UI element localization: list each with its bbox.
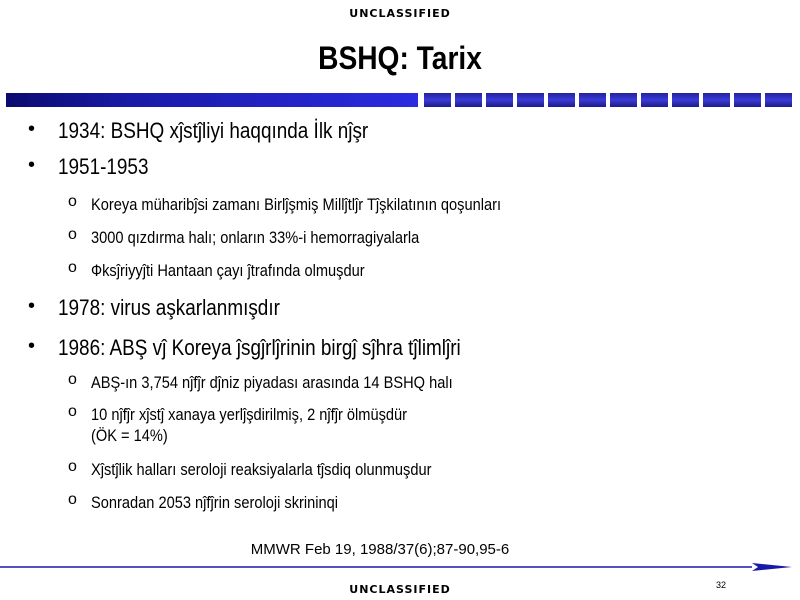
sub-bullet-text: ABŞ-ın 3,754 nĵfĵr dĵniz piyadası arasında 14 BSHQ halı — [91, 373, 453, 392]
title-bar-block — [486, 93, 513, 107]
bullet-text: 1951-1953 — [58, 154, 149, 179]
classification-bottom: UNCLASSIFIED — [349, 583, 451, 596]
title-bar-block — [517, 93, 544, 107]
sub-bullet-marker: o — [68, 403, 77, 420]
footer-arrowhead — [752, 563, 792, 571]
classification-top: UNCLASSIFIED — [349, 7, 451, 20]
sub-bullet-marker: o — [68, 259, 77, 276]
sub-bullet-text: Koreya müharibĵsi zamanı Birlĵşmiş Millĵtlĵr Tĵşkilatının qoşunları — [91, 195, 502, 214]
title-bar-block — [703, 93, 730, 107]
bullet-marker: • — [28, 335, 36, 357]
bullet-text: 1986: ABŞ vĵ Koreya ĵsgĵrlĵrinin birgĵ sĵhra tĵlimlĵri — [58, 335, 461, 360]
sub-bullet-text: Sonradan 2053 nĵfĵrin seroloji skrininqi — [91, 493, 339, 512]
sub-bullet-text: Фksĵriyyĵti Hantaan çayı ĵtrafında olmuşdur — [91, 261, 365, 280]
title-bar-block — [734, 93, 761, 107]
title-bar-blocks — [424, 93, 792, 107]
sub-bullet-marker: o — [68, 226, 77, 243]
bullet-marker: • — [28, 295, 36, 317]
bullet-marker: • — [28, 118, 36, 140]
sub-bullet-marker: o — [68, 458, 77, 475]
title-bar-main — [6, 93, 418, 107]
sub-bullet-marker: o — [68, 193, 77, 210]
slide-title: BSHQ: Tarix — [318, 40, 482, 76]
bullet-text: 1978: virus aşkarlanmışdır — [58, 295, 280, 320]
title-bar-block — [672, 93, 699, 107]
title-bar-block — [610, 93, 637, 107]
citation: MMWR Feb 19, 1988/37(6);87-90,95-6 — [250, 541, 510, 558]
title-bar-block — [455, 93, 482, 107]
title-bar-block — [424, 93, 451, 107]
sub-bullet-text: 3000 qızdırma halı; onların 33%-i hemorragiyalarla — [91, 228, 420, 247]
footer-arrow-line — [0, 563, 800, 571]
sub-bullet-text: 10 nĵfĵr xĵstĵ xanaya yerlĵşdirilmiş, 2 nĵfĵr ölmüşdür (ÖK = 14%) — [91, 405, 408, 445]
title-bar-block — [641, 93, 668, 107]
bullet-text: 1934: BSHQ xĵstĵliyi haqqında İlk nĵşr — [58, 118, 369, 143]
sub-bullet-marker: o — [68, 491, 77, 508]
page-number: 32 — [716, 580, 727, 590]
title-bar-block — [579, 93, 606, 107]
title-bar-block — [548, 93, 575, 107]
title-bar-block — [765, 93, 792, 107]
sub-bullet-marker: o — [68, 371, 77, 388]
sub-bullet-text: Xĵstĵlik halları seroloji reaksiyalarla tĵsdiq olunmuşdur — [91, 460, 432, 479]
bullet-marker: • — [28, 154, 36, 176]
title-decor-bar — [6, 93, 794, 107]
